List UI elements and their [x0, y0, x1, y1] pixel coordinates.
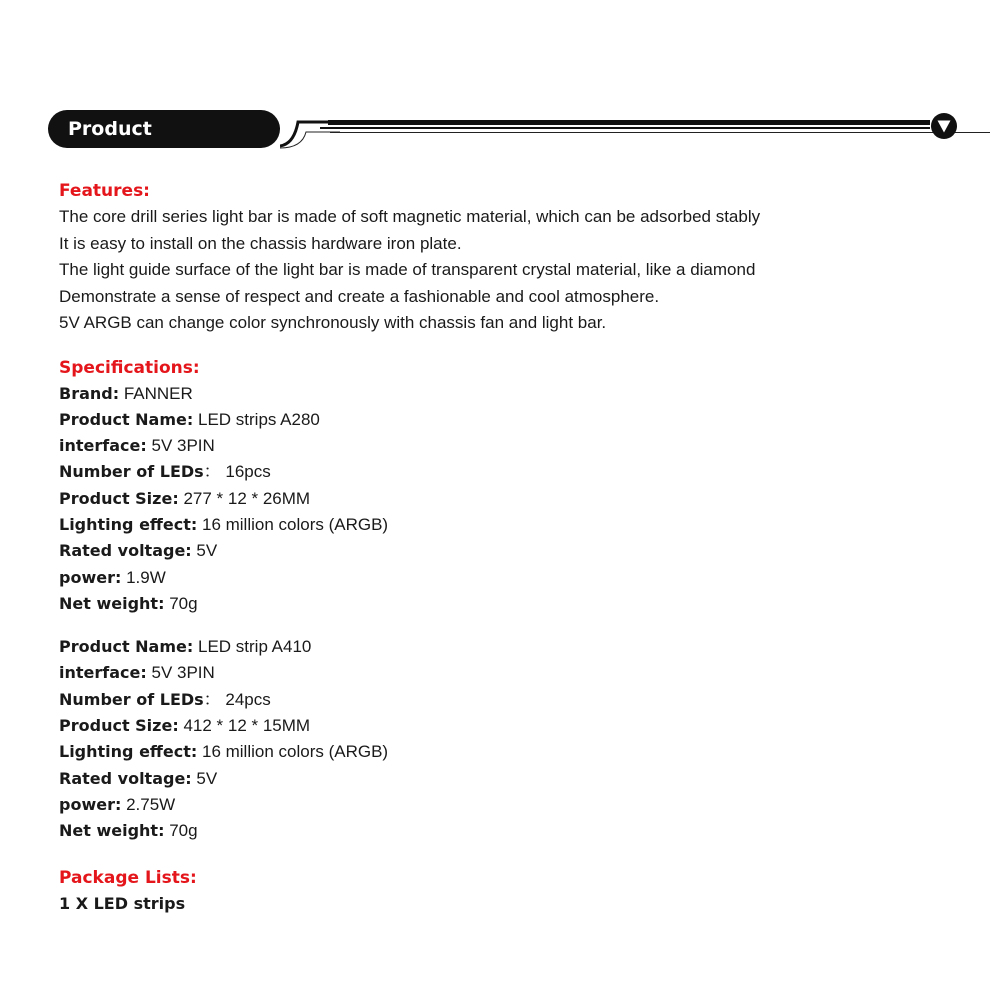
spec-row — [59, 687, 959, 713]
spec-value: LED strips A280 — [193, 409, 320, 429]
spec-value: 412 * 12 * 15MM — [178, 716, 311, 736]
package-lists-title: Package Lists: — [59, 867, 197, 888]
header-rule — [280, 110, 930, 150]
spec-row — [59, 565, 959, 591]
spec-label: power: — [59, 567, 122, 587]
spec-label: Net weight: — [59, 821, 165, 841]
header-rule-mid — [320, 127, 930, 129]
specifications-title: Specifications: — [59, 357, 200, 378]
spec-row — [59, 591, 959, 617]
spec-row — [59, 713, 959, 739]
spec-value: 1.9W — [121, 567, 166, 587]
spec-value: 16 million colors (ARGB) — [197, 514, 389, 534]
spec-label: Lighting effect: — [59, 742, 198, 762]
feature-line: 5V ARGB can change color synchronously with chassis fan and light bar. — [59, 313, 607, 332]
spec-label: Product Name: — [59, 409, 194, 429]
spec-row — [59, 660, 959, 686]
spec-row — [59, 486, 959, 512]
header-rule-thick — [328, 120, 930, 125]
spec-label: Rated voltage: — [59, 768, 192, 788]
section-header — [48, 110, 960, 178]
header-title: Product Description — [68, 118, 191, 178]
spec-value: 5V — [191, 768, 218, 788]
spec-label: Rated voltage: — [59, 541, 192, 561]
spec-row — [59, 792, 959, 818]
spec-label: power: — [59, 794, 122, 814]
spec-value: ： 24pcs — [203, 689, 271, 709]
spec-label: Number of LEDs — [59, 462, 204, 482]
spec-label: interface: — [59, 436, 147, 456]
features-list — [59, 204, 959, 337]
spec-row — [59, 459, 959, 485]
spec-label: Product Name: — [59, 637, 194, 657]
spec-row — [59, 381, 959, 407]
chevron-down-circle-icon — [930, 112, 958, 140]
header-rule-thin — [330, 132, 990, 133]
spec-group — [59, 381, 959, 618]
spec-value: 70g — [164, 821, 198, 841]
feature-line: The core drill series light bar is made of soft magnetic material, which can be adsorbed stably — [59, 207, 761, 226]
spec-label: interface: — [59, 663, 147, 683]
spec-value: 5V 3PIN — [146, 436, 215, 456]
spec-value: 2.75W — [121, 794, 176, 814]
spec-row — [59, 634, 959, 660]
spec-value: 5V 3PIN — [146, 663, 215, 683]
spec-value: FANNER — [119, 383, 193, 403]
spec-label: Net weight: — [59, 593, 165, 613]
header-title-pill — [48, 110, 280, 178]
spec-value: 16 million colors (ARGB) — [197, 742, 389, 762]
spec-row — [59, 739, 959, 765]
feature-line: It is easy to install on the chassis hardware iron plate. — [59, 233, 462, 253]
spec-value: 5V — [191, 541, 218, 561]
features-title: Features: — [59, 181, 150, 201]
package-list — [59, 891, 959, 917]
spec-label: Number of LEDs — [59, 689, 204, 709]
spec-row — [59, 766, 959, 792]
spec-label: Product Size: — [59, 488, 179, 508]
spec-row — [59, 512, 959, 538]
spec-value: LED strip A410 — [193, 637, 312, 657]
spec-row — [59, 818, 959, 844]
spec-value: 70g — [164, 593, 198, 613]
spec-row — [59, 433, 959, 459]
spec-row — [59, 407, 959, 433]
spec-value: 277 * 12 * 26MM — [178, 488, 311, 508]
spec-value: ： 16pcs — [203, 462, 271, 482]
feature-line: Demonstrate a sense of respect and create a fashionable and cool atmosphere. — [59, 286, 660, 306]
feature-line: The light guide surface of the light bar is made of transparent crystal material, like a diamond — [59, 260, 756, 279]
spec-label: Product Size: — [59, 716, 179, 736]
spec-row — [59, 538, 959, 564]
specifications-list — [59, 381, 959, 845]
package-item: 1 X LED strips — [59, 893, 186, 913]
spec-label: Brand: — [59, 383, 120, 403]
spec-group — [59, 634, 959, 844]
header-rule-curve — [280, 110, 340, 150]
spec-label: Lighting effect: — [59, 514, 198, 534]
product-description-body — [59, 178, 959, 917]
